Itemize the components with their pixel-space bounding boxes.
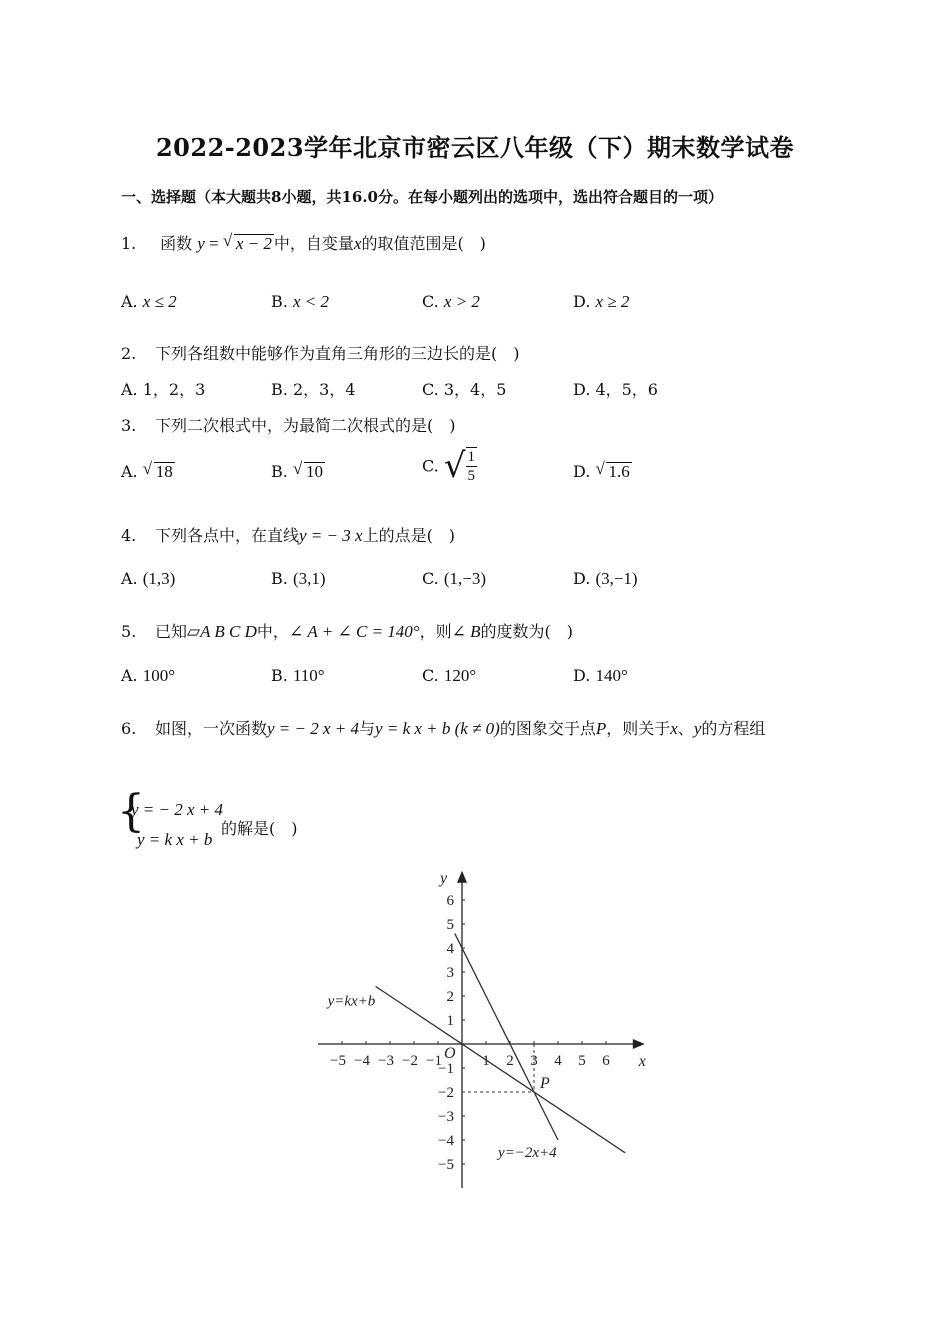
x-tick-label: −3 — [378, 1053, 394, 1069]
question-text: 、 — [677, 719, 694, 738]
y-tick-label: 3 — [446, 965, 454, 981]
option-label: A. — [121, 380, 138, 399]
question-text: 下列各点中，在直线 — [155, 526, 300, 545]
question-text: 的度数为( ) — [480, 622, 573, 641]
option-label: B. — [271, 292, 288, 311]
question-number: 6. — [121, 719, 137, 738]
sqrt-expression: √ 10 — [292, 459, 323, 481]
option-label: D. — [573, 462, 591, 481]
option-label: D. — [573, 666, 591, 685]
option-a[interactable] — [121, 292, 177, 312]
option-text: (3,1) — [292, 569, 326, 588]
math-expression: y = k x + b (k ≠ 0) — [375, 719, 500, 738]
option-d[interactable] — [573, 292, 629, 312]
option-text: (1,−3) — [443, 569, 487, 588]
option-text: 2，3，4 — [292, 380, 356, 399]
question-text: 中， — [256, 622, 289, 641]
question-number: 4. — [121, 526, 137, 545]
option-a[interactable] — [121, 569, 175, 589]
x-tick-label: 5 — [578, 1053, 586, 1069]
x-tick-label: 3 — [530, 1053, 538, 1069]
x-tick-label: −1 — [426, 1053, 442, 1069]
option-a[interactable] — [121, 377, 205, 400]
option-text: (3,−1) — [595, 569, 638, 588]
option-text: (1,3) — [142, 569, 176, 588]
line1-label: y=−2x+4 — [498, 1144, 557, 1161]
math-expression: ∠ A + ∠ C = 140° — [288, 622, 420, 641]
question-number: 2. — [121, 344, 137, 363]
question-4 — [121, 523, 455, 546]
question-text: 上的点是( ) — [362, 526, 456, 545]
option-a[interactable] — [121, 459, 175, 482]
sqrt-expression: √ 1.6 — [595, 459, 630, 481]
math-expression: A B C D — [200, 622, 257, 641]
option-label: B. — [271, 666, 288, 685]
option-text: 120° — [443, 666, 477, 685]
option-label: A. — [121, 292, 138, 311]
question-text: 如图，一次函数 — [155, 719, 268, 738]
option-text: 100° — [142, 666, 176, 685]
question-text: ，则 — [419, 622, 452, 641]
option-text: 4，5，6 — [595, 380, 658, 399]
option-label: D. — [573, 569, 591, 588]
option-text: x ≥ 2 — [595, 292, 630, 311]
option-label: C. — [422, 666, 439, 685]
left-brace: { — [117, 786, 145, 837]
question-1 — [121, 231, 486, 254]
math-var: x — [353, 234, 362, 253]
question-text: 下列各组数中能够作为直角三角形的三边长的是( ) — [155, 344, 520, 363]
math-var: y — [197, 234, 205, 253]
sqrt-expression: √ x − 2 — [222, 231, 272, 253]
page-title: 2022-2023学年北京市密云区八年级（下）期末数学试卷 — [155, 133, 795, 162]
point-p-label: P — [540, 1075, 550, 1092]
option-c[interactable] — [422, 292, 480, 312]
x-tick-label: 4 — [554, 1053, 562, 1069]
option-text: 1，2，3 — [142, 380, 206, 399]
question-text: 已知 — [155, 622, 188, 641]
y-tick-label: −3 — [438, 1109, 454, 1125]
y-tick-label: −2 — [438, 1085, 454, 1101]
section-heading: 一、选择题（本大题共8小题，共16.0分。在每小题列出的选项中，选出符合题目的一项） — [121, 188, 723, 206]
option-label: C. — [422, 456, 439, 476]
option-d[interactable] — [573, 459, 632, 482]
radicand: 18 — [155, 462, 173, 481]
fraction — [466, 447, 478, 485]
option-b[interactable] — [271, 569, 326, 589]
option-d[interactable] — [573, 569, 638, 589]
y-axis-label: y — [440, 869, 448, 887]
question-6 — [121, 716, 765, 739]
y-tick-label: −4 — [438, 1133, 454, 1149]
x-axis-label: x — [638, 1053, 646, 1070]
question-5 — [121, 619, 573, 642]
option-d[interactable] — [573, 666, 628, 686]
option-label: B. — [271, 380, 288, 399]
math-expression: y = − 3 x — [299, 526, 363, 545]
option-b[interactable] — [271, 666, 325, 686]
math-expression: x — [670, 719, 678, 738]
question-number: 5. — [121, 622, 137, 641]
x-tick-label: 1 — [482, 1053, 490, 1069]
parallelogram-icon: ▱ — [187, 622, 201, 641]
option-label: A. — [121, 569, 138, 588]
axes — [318, 871, 645, 1188]
math-expression: y = − 2 x + 4 — [267, 719, 360, 738]
question-text: 的方程组 — [701, 719, 766, 738]
question-text: 的解是( ) — [221, 819, 298, 838]
option-c[interactable] — [422, 569, 486, 589]
option-d[interactable] — [573, 377, 658, 400]
x-tick-label: 2 — [506, 1053, 514, 1069]
option-b[interactable] — [271, 292, 329, 312]
question-number: 3. — [121, 416, 137, 435]
x-tick-label: −4 — [354, 1053, 370, 1069]
sqrt-expression: √ 18 — [142, 459, 173, 481]
x-axis-arrow-icon — [633, 1039, 645, 1049]
option-label: B. — [271, 462, 288, 481]
option-label: C. — [422, 569, 439, 588]
question-text: 的取值范围是( ) — [361, 234, 486, 253]
question-text: 与 — [359, 719, 376, 738]
denominator: 5 — [467, 468, 476, 484]
option-b[interactable] — [271, 377, 355, 400]
option-c[interactable] — [422, 377, 506, 400]
tick-labels — [330, 893, 610, 1173]
option-c[interactable] — [422, 446, 477, 486]
option-text: 3，4，5 — [443, 380, 507, 399]
option-text: x > 2 — [443, 292, 480, 311]
option-text: 140° — [595, 666, 628, 685]
y-tick-label: 2 — [446, 989, 454, 1005]
x-tick-label: −5 — [330, 1053, 346, 1069]
option-label: B. — [271, 569, 288, 588]
system-eq-2: y = k x + b — [137, 830, 213, 849]
option-label: D. — [573, 380, 591, 399]
line-y-kx-plus-b — [376, 986, 626, 1152]
y-tick-label: 6 — [446, 893, 454, 909]
math-expression: ∠ B — [451, 622, 481, 641]
coordinate-graph — [310, 868, 650, 1198]
question-text: 函数 — [160, 234, 193, 253]
radicand: x − 2 — [235, 234, 272, 253]
option-label: D. — [573, 292, 591, 311]
system-eq-1: y = − 2 x + 4 — [131, 800, 224, 819]
radical-sign: √ — [443, 446, 466, 486]
option-text: x < 2 — [292, 292, 329, 311]
question-text: 下列二次根式中，为最简二次根式的是( ) — [155, 416, 456, 435]
radicand: 10 — [305, 462, 323, 481]
question-2 — [121, 341, 520, 364]
question-text: 中，自变量 — [273, 234, 354, 253]
option-label: C. — [422, 380, 439, 399]
question-3 — [121, 413, 456, 436]
option-b[interactable] — [271, 459, 325, 482]
option-label: C. — [422, 292, 439, 311]
question-text: ，则关于 — [606, 719, 671, 738]
option-label: A. — [121, 462, 138, 481]
math-expression: y — [693, 719, 702, 738]
y-tick-label: 4 — [446, 941, 454, 957]
y-tick-label: −5 — [438, 1157, 454, 1173]
x-tick-label: 6 — [602, 1053, 610, 1069]
y-axis-arrow-icon — [457, 871, 467, 883]
line2-label: y=kx+b — [327, 993, 376, 1010]
radicand: 1.6 — [608, 462, 630, 481]
x-tick-label: −2 — [402, 1053, 418, 1069]
numerator: 1 — [467, 449, 476, 465]
y-tick-label: 1 — [446, 1013, 454, 1029]
question-number: 1. — [121, 234, 137, 253]
y-tick-label: −1 — [438, 1061, 454, 1077]
function-lines — [376, 934, 626, 1153]
line-y-neg2x-plus4 — [455, 934, 558, 1140]
option-c[interactable] — [422, 666, 476, 686]
origin-label: O — [444, 1045, 456, 1062]
graph-labels — [326, 870, 646, 1161]
y-tick-label: 5 — [446, 917, 454, 933]
option-text: x ≤ 2 — [142, 292, 177, 311]
option-label: A. — [121, 666, 138, 685]
option-a[interactable] — [121, 666, 175, 686]
option-text: 110° — [292, 666, 325, 685]
math-op: = — [204, 234, 223, 253]
question-text: 的图象交于点 — [499, 719, 596, 738]
math-expression: P — [595, 719, 607, 738]
